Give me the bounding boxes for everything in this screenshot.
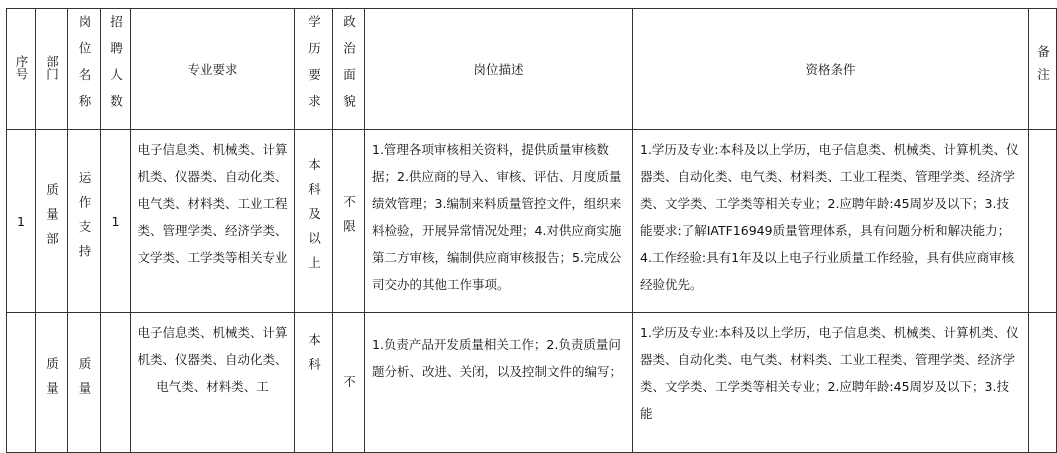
cell-dept-text: 质量 (44, 356, 60, 406)
header-description: 岗位描述 (365, 9, 633, 130)
header-major: 专业要求 (131, 9, 295, 130)
cell-major: 电子信息类、机械类、计算机类、仪器类、自动化类、电气类、材料类、工 (131, 313, 295, 453)
table-row (7, 130, 1057, 313)
cell-description: 1.负责产品开发质量相关工作；2.负责质量问题分析、改进、关闭，以及控制文件的编写； (365, 313, 633, 453)
header-count-label: 招聘人数 (108, 14, 124, 121)
cell-position (68, 313, 101, 453)
cell-dept (36, 130, 68, 313)
cell-position-text: 质量 (77, 356, 92, 406)
cell-education (295, 130, 333, 313)
cell-education-text: 本科及以上 (306, 158, 322, 281)
header-dept (36, 9, 68, 130)
header-remark-label: 备注 (1035, 45, 1051, 90)
header-qualification: 资格条件 (633, 9, 1029, 130)
cell-dept (36, 313, 68, 453)
header-education (295, 9, 333, 130)
header-political-label: 政治面貌 (341, 14, 357, 121)
recruitment-table (6, 8, 1057, 453)
header-seq-label: 序号 (14, 55, 29, 80)
cell-count (101, 313, 131, 453)
cell-seq: 1 (7, 130, 36, 313)
header-count (101, 9, 131, 130)
cell-political (333, 313, 365, 453)
cell-remark (1029, 130, 1057, 313)
cell-position (68, 130, 101, 313)
cell-count: 1 (101, 130, 131, 313)
header-position-label: 岗位名称 (77, 14, 92, 121)
cell-education (295, 313, 333, 453)
cell-dept-text: 质量部 (44, 182, 60, 257)
cell-position-text: 运作支持 (77, 170, 92, 269)
header-remark (1029, 9, 1057, 130)
header-row (7, 9, 1057, 130)
cell-qualification: 1.学历及专业:本科及以上学历，电子信息类、机械类、计算机类、仪器类、自动化类、电气类、材料类、工业工程类、管理学类、经济学类、文学类、工学类等相关专业；2.应聘年龄:45周岁及以下；3.技能要求:了解IATF16949质量管理体系，具有问题分析和解决能力；4.工作经验:具有1年及以上电子行业质量工作经验，具有供应商审核经验优先。 (633, 130, 1029, 313)
cell-education-text: 本科 (306, 333, 322, 382)
cell-description: 1.管理各项审核相关资料，提供质量审核数据；2.供应商的导入、审核、评估、月度质量绩效管理；3.编制来料质量管控文件，组织来料检验，开展异常情况处理；4.对供应商实施第二方审核，编制供应商审核报告；5.完成公司交办的其他工作事项。 (365, 130, 633, 313)
header-seq (7, 9, 36, 130)
cell-political-text: 不限 (341, 195, 357, 244)
cell-major: 电子信息类、机械类、计算机类、仪器类、自动化类、电气类、材料类、工业工程类、管理学类、经济学类、文学类、工学类等相关专业 (131, 130, 295, 313)
header-political (333, 9, 365, 130)
cell-political-text: 不 (341, 375, 357, 388)
cell-remark (1029, 313, 1057, 453)
header-position (68, 9, 101, 130)
cell-seq (7, 313, 36, 453)
table-row (7, 313, 1057, 453)
cell-political (333, 130, 365, 313)
header-dept-label: 部门 (44, 55, 60, 80)
header-education-label: 学历要求 (306, 14, 322, 121)
cell-qualification: 1.学历及专业:本科及以上学历，电子信息类、机械类、计算机类、仪器类、自动化类、电气类、材料类、工业工程类、管理学类、经济学类、文学类、工学类等相关专业；2.应聘年龄:45周岁及以下；3.技能 (633, 313, 1029, 453)
